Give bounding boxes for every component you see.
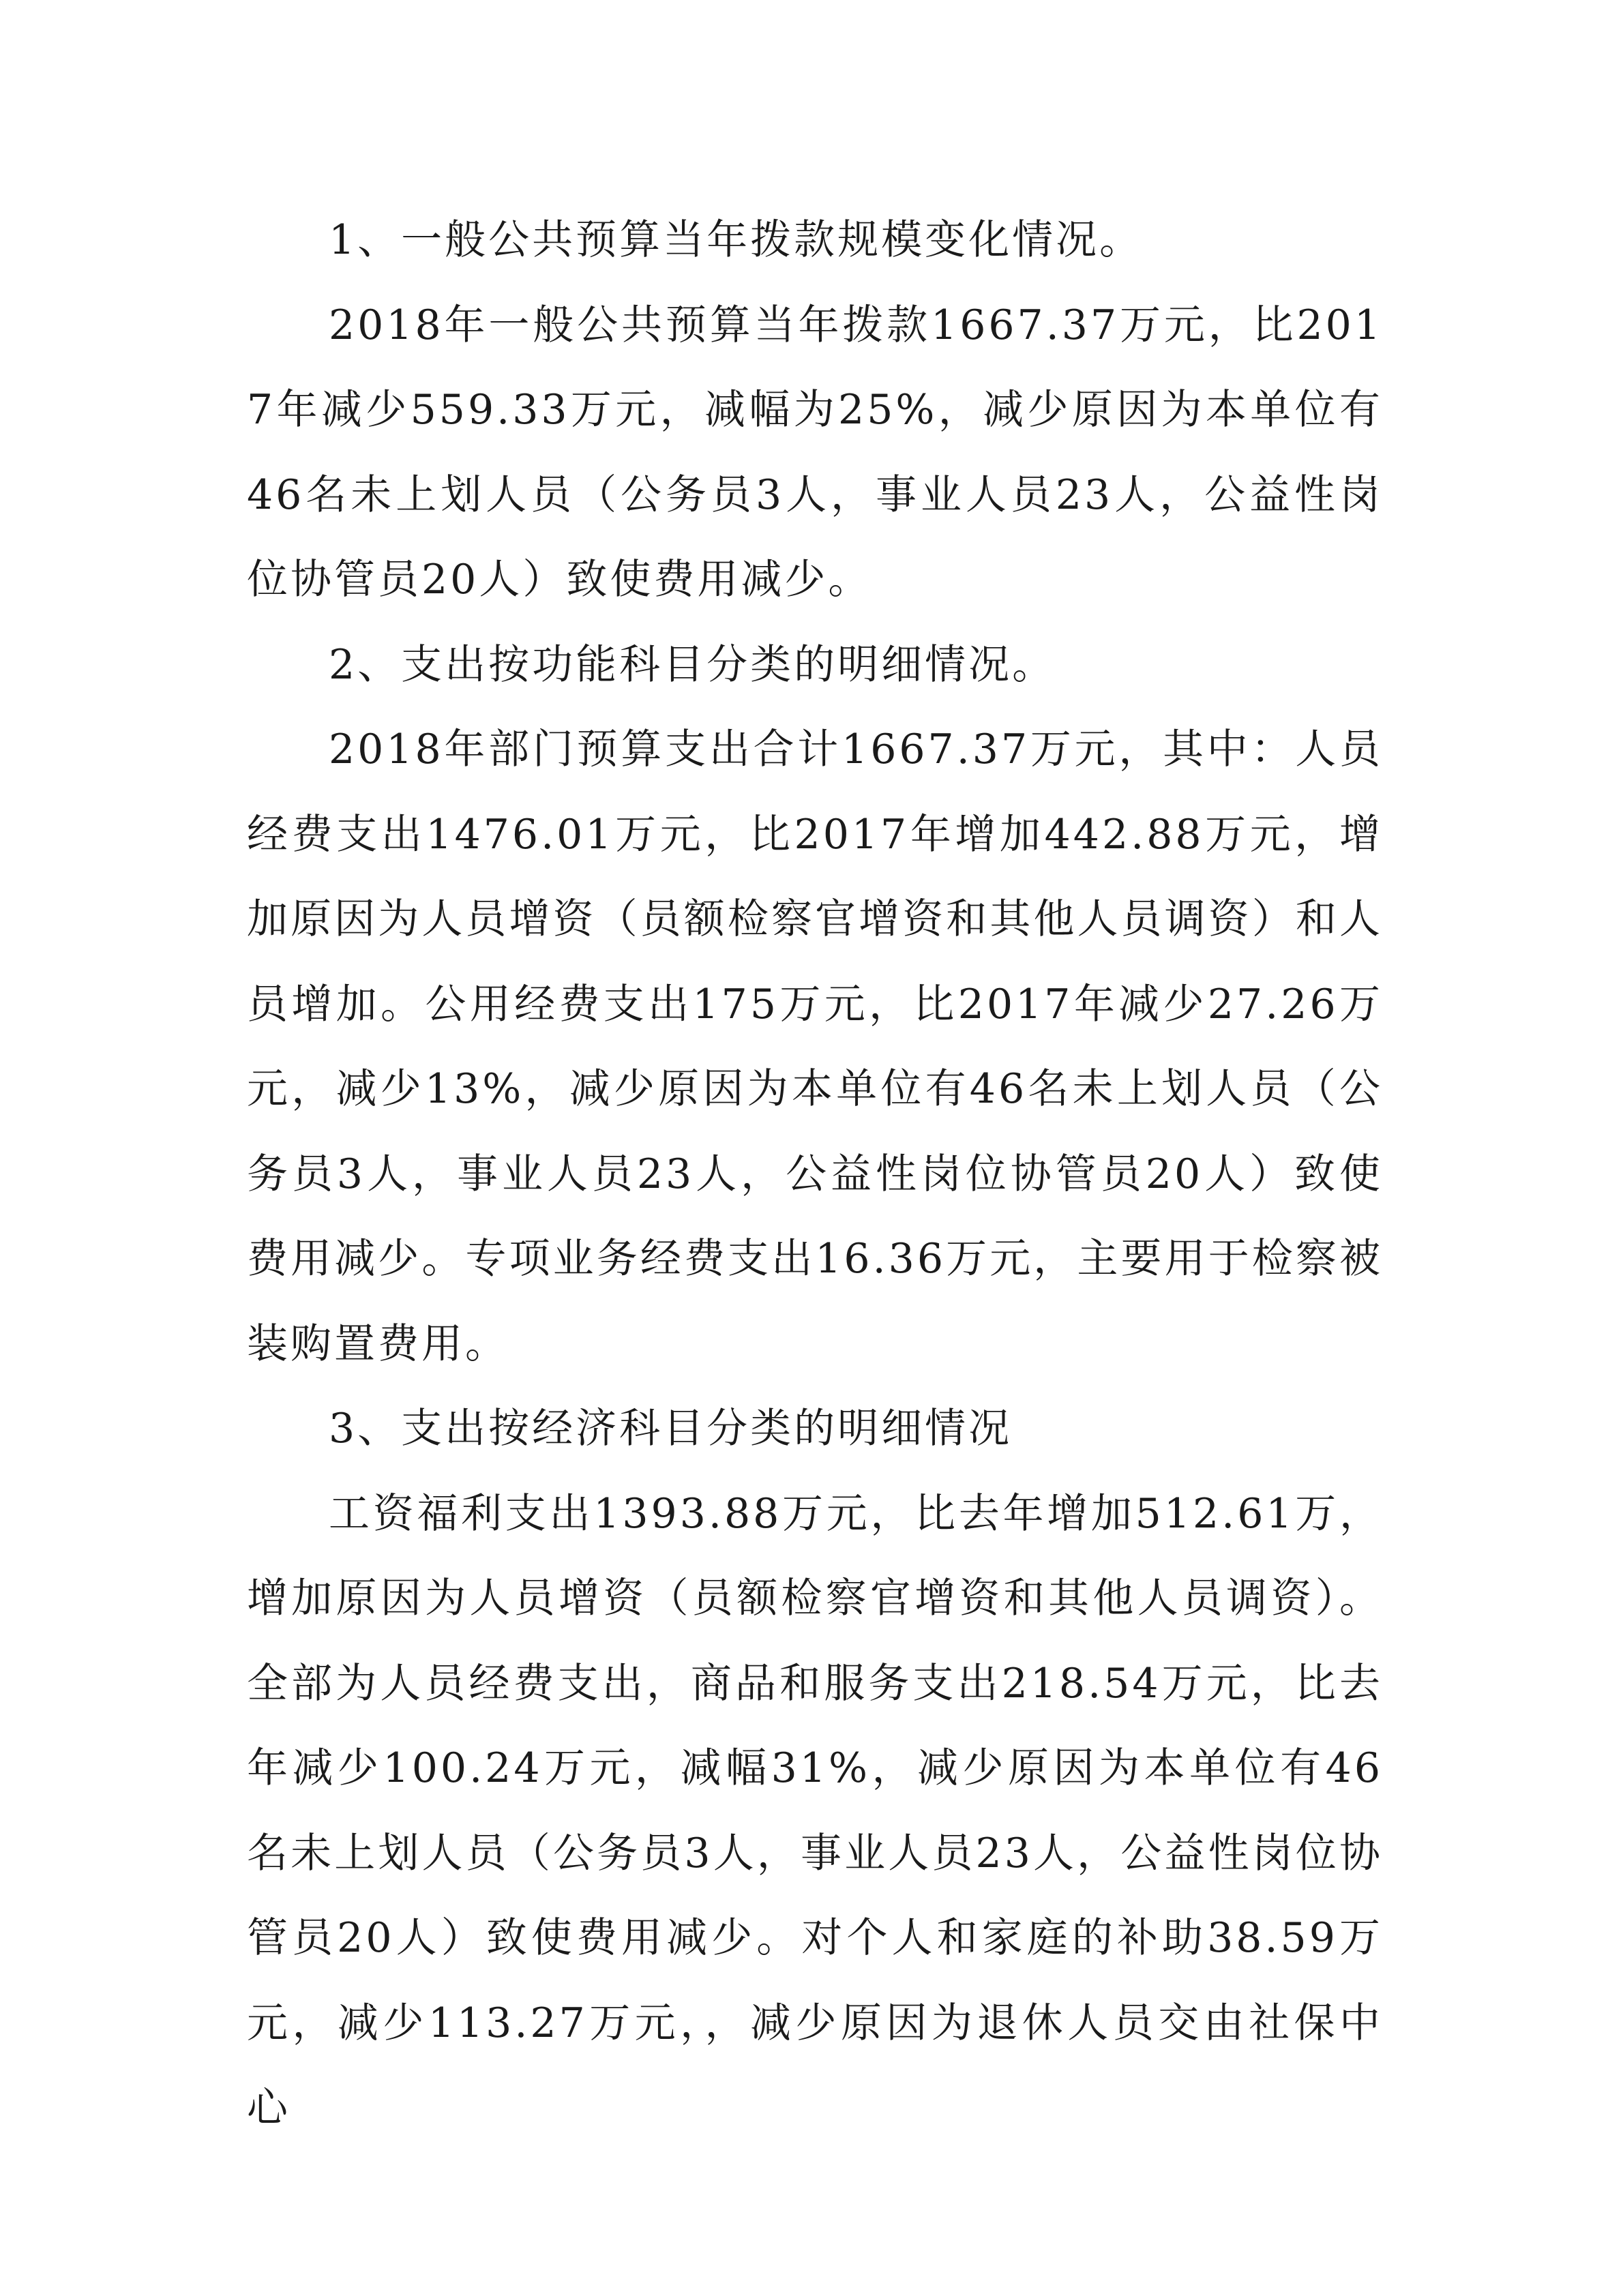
paragraph-heading-3: 3、支出按经济科目分类的明细情况 [329, 1405, 1013, 1452]
paragraph-budget-allocation: 2018年一般公共预算当年拨款1667.37万元，比2017年减少559.33万元，减幅为25%，减少原因为本单位有46名未上划人员（公务员3人，事业人员23人，公益性岗位协管员20人）致使费用减少。 [247, 301, 1383, 603]
paragraph-heading-2: 2、支出按功能科目分类的明细情况。 [329, 640, 1056, 689]
paragraph-heading-1: 1、一般公共预算当年拨款规模变化情况。 [329, 216, 1144, 264]
paragraph-functional-expenditure: 2018年部门预算支出合计1667.37万元，其中：人员经费支出1476.01万元，比2017年增加442.88万元，增加原因为人员增资（员额检察官增资和其他人员调资）和人员增加。公用经费支出175万元，比2017年减少27.26万元，减少13%，减少原因为本单位有46名未上划人员（公务员3人，事业人员23人，公益性岗位协管员20人）致使费用减少。专项业务经费支出16.36万元，主要用于检察被装购置费用。 [247, 726, 1383, 1368]
document-body [247, 198, 1383, 2151]
paragraph-economic-expenditure: 工资福利支出1393.88万元，比去年增加512.61万，增加原因为人员增资（员额检察官增资和其他人员调资）。全部为人员经费支出，商品和服务支出218.54万元，比去年减少100.24万元，减幅31%，减少原因为本单位有46名未上划人员（公务员3人，事业人员23人，公益性岗位协管员20人）致使费用减少。对个人和家庭的补助38.59万元，减少113.27万元，，减少原因为退休人员交由社保中心 [247, 1489, 1383, 2132]
